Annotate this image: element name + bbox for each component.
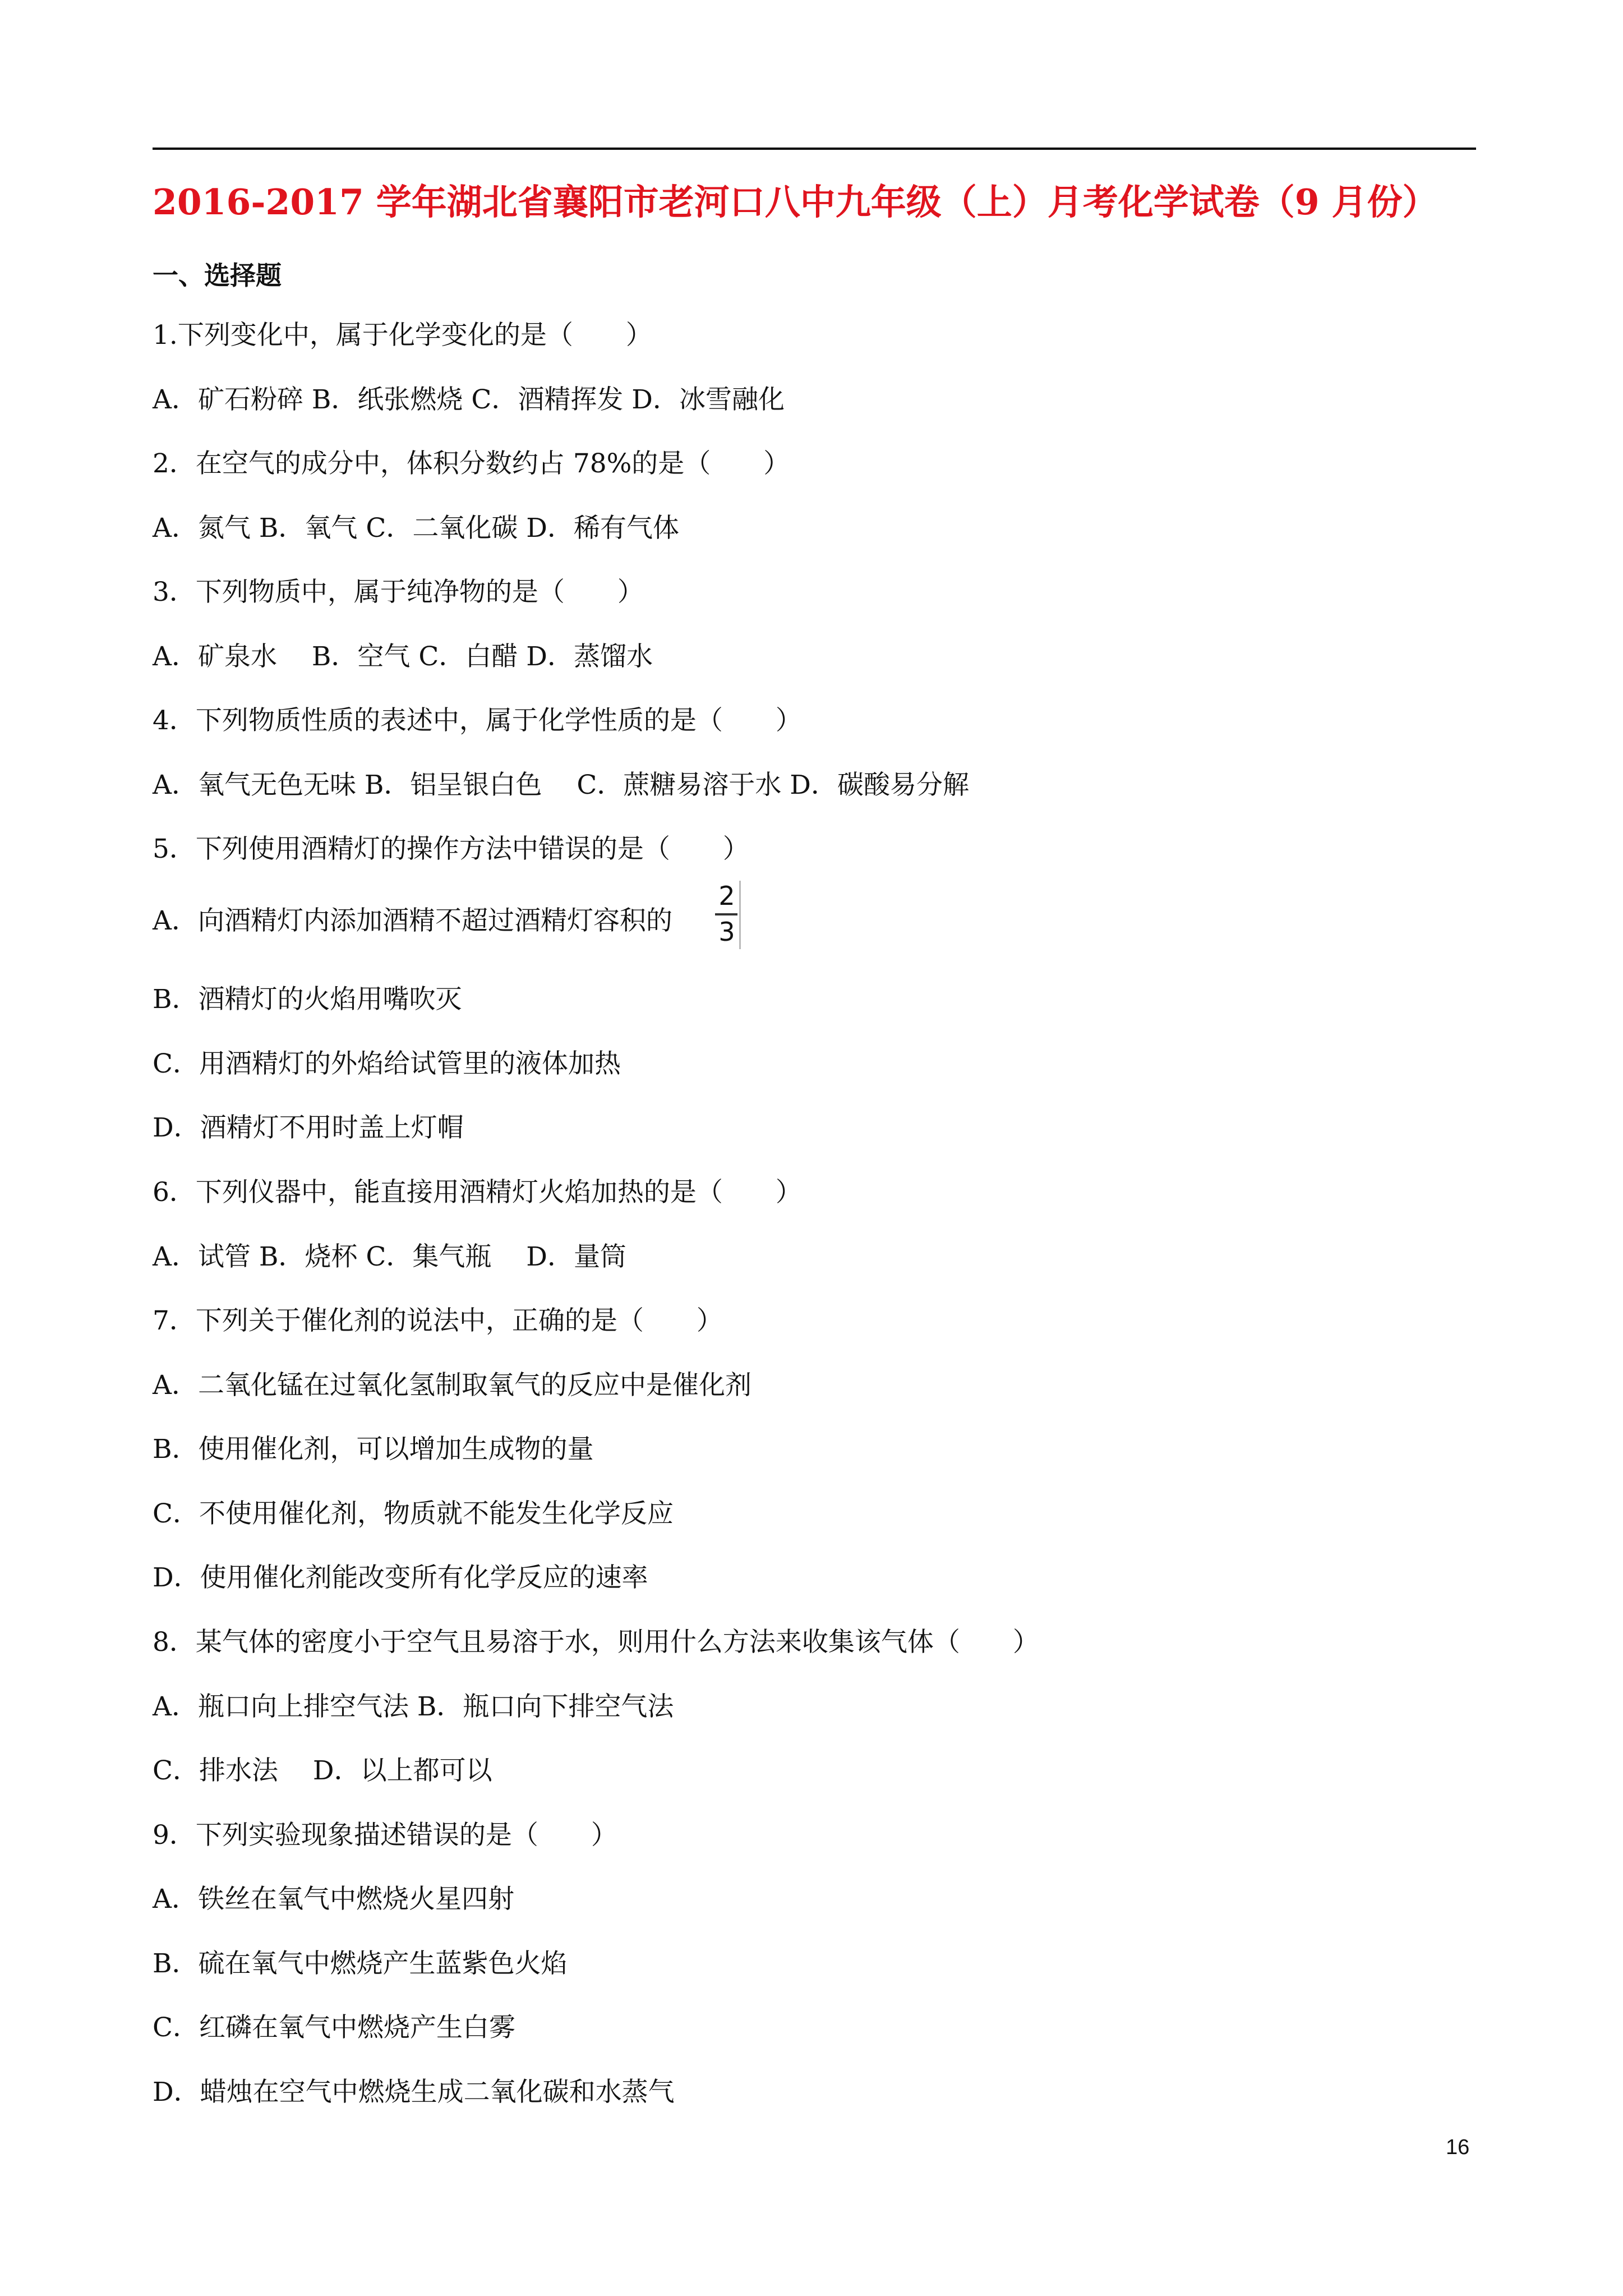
question-7-option-a: A．二氧化锰在过氧化氢制取氧气的反应中是催化剂 [153, 1370, 751, 1401]
question-8-options-cd: C．排水法 D．以上都可以 [153, 1755, 492, 1786]
question-5: 5．下列使用酒精灯的操作方法中错误的是（ ） [153, 834, 749, 864]
question-9-option-a: A．铁丝在氧气中燃烧火星四射 [153, 1884, 514, 1915]
fraction-bar [715, 913, 737, 915]
question-5-option-b: B．酒精灯的火焰用嘴吹灭 [153, 984, 462, 1015]
section-heading: 一、选择题 [153, 260, 282, 291]
question-9: 9．下列实验现象描述错误的是（ ） [153, 1820, 617, 1851]
question-3-options: A．矿泉水 B．空气 C．白醋 D．蒸馏水 [153, 641, 653, 672]
fraction-two-thirds [714, 881, 741, 949]
question-5-option-d: D．酒精灯不用时盖上灯帽 [153, 1112, 464, 1143]
page-number: 16 [1446, 2136, 1470, 2159]
question-7-option-d: D．使用催化剂能改变所有化学反应的速率 [153, 1562, 648, 1593]
question-2: 2．在空气的成分中，体积分数约占 78%的是（ ） [153, 448, 790, 479]
fraction-numerator: 2 [718, 881, 735, 911]
question-1: 1.下列变化中，属于化学变化的是（ ） [153, 320, 652, 351]
exam-title: 2016-2017 学年湖北省襄阳市老河口八中九年级（上）月考化学试卷（9 月份） [153, 181, 1438, 223]
question-7-option-b: B．使用催化剂，可以增加生成物的量 [153, 1434, 594, 1465]
question-9-option-c: C．红磷在氧气中燃烧产生白雾 [153, 2012, 515, 2043]
question-6-options: A．试管 B．烧杯 C．集气瓶 D．量筒 [153, 1241, 626, 1272]
question-7: 7．下列关于催化剂的说法中，正确的是（ ） [153, 1305, 723, 1336]
question-8-options-ab: A．瓶口向上排空气法 B．瓶口向下排空气法 [153, 1691, 674, 1722]
question-1-options: A．矿石粉碎 B．纸张燃烧 C．酒精挥发 D．冰雪融化 [153, 384, 785, 415]
fraction-box-edge [739, 881, 741, 949]
question-6: 6．下列仪器中，能直接用酒精灯火焰加热的是（ ） [153, 1177, 802, 1208]
question-7-option-c: C．不使用催化剂，物质就不能发生化学反应 [153, 1498, 674, 1529]
question-4-options: A．氧气无色无味 B．铝呈银白色 C．蔗糖易溶于水 D．碳酸易分解 [153, 770, 969, 800]
question-8: 8．某气体的密度小于空气且易溶于水，则用什么方法来收集该气体（ ） [153, 1627, 1039, 1658]
question-9-option-b: B．硫在氧气中燃烧产生蓝紫色火焰 [153, 1948, 568, 1979]
question-2-options: A．氮气 B．氧气 C．二氧化碳 D．稀有气体 [153, 513, 679, 544]
question-5-option-a: A．向酒精灯内添加酒精不超过酒精灯容积的 [153, 905, 672, 936]
question-3: 3．下列物质中，属于纯净物的是（ ） [153, 577, 644, 608]
fraction-denominator: 3 [718, 917, 735, 947]
question-4: 4．下列物质性质的表述中，属于化学性质的是（ ） [153, 705, 802, 736]
question-5-option-c: C．用酒精灯的外焰给试管里的液体加热 [153, 1048, 621, 1079]
question-9-option-d: D．蜡烛在空气中燃烧生成二氧化碳和水蒸气 [153, 2077, 675, 2108]
header-rule [153, 148, 1476, 150]
